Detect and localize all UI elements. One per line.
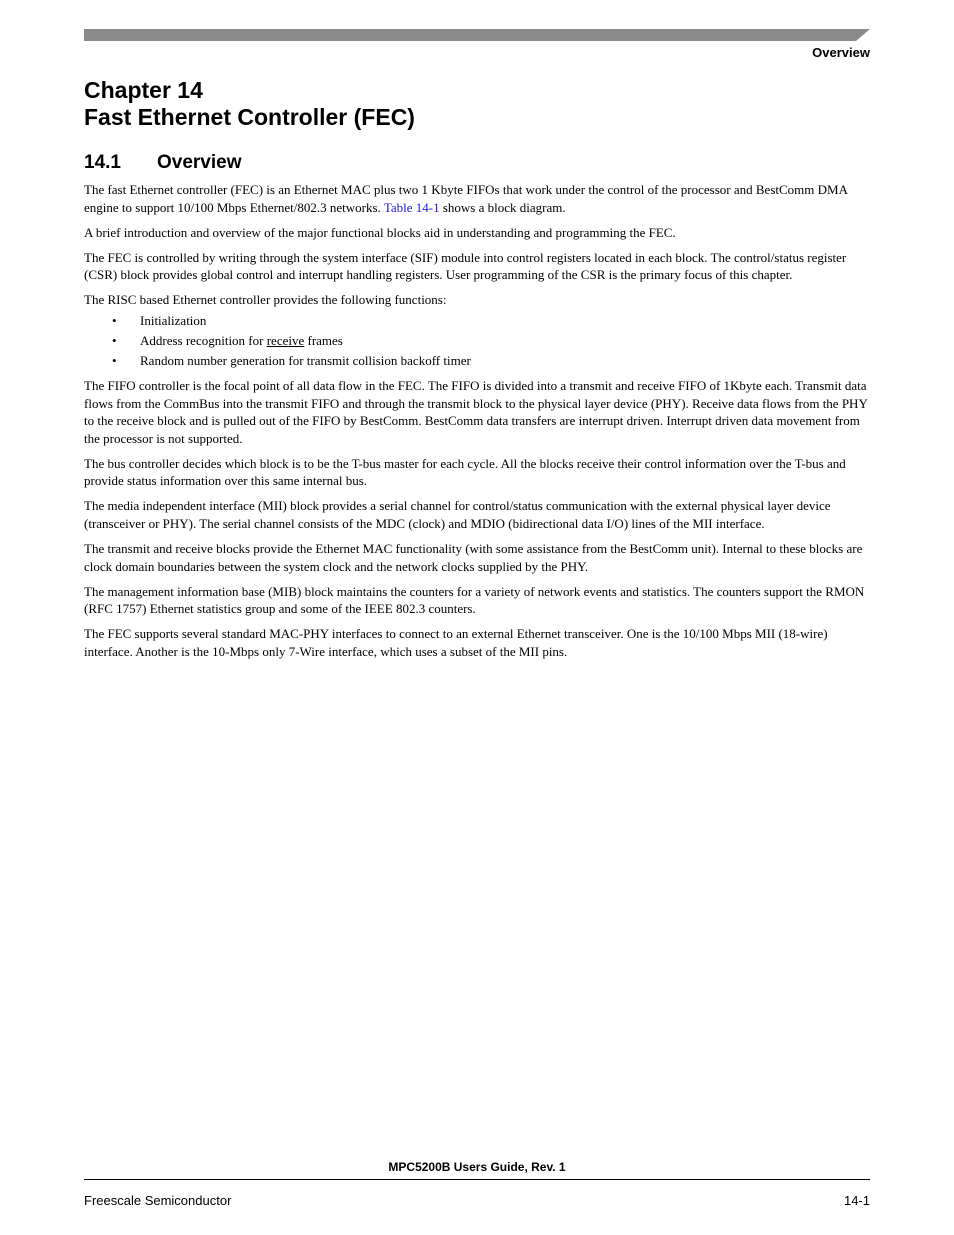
section-title: Overview [157,152,242,173]
section-number: 14.1 [84,152,121,173]
table-14-1-link[interactable]: Table 14-1 [383,199,440,215]
list-item: • Address recognition for receive frames [112,333,343,349]
bullet-icon: • [112,353,117,369]
section-heading [84,151,242,175]
chapter-title [84,77,415,131]
paragraph: The FEC is controlled by writing through the system interface (SIF) module into control registers located in each block. The control/status register (CSR) block provides global control and interrupt handling registers. User programming of the CSR is the primary focus of this chapter. [84,249,847,283]
paragraph: The media independent interface (MII) block provides a serial channel for control/status communication with the external physical layer device (transceiver or PHY). The serial channel consists of the MDC (clock) and MDIO (bidirectional data I/O) lines of the MII interface. [84,498,831,532]
list-item: • Random number generation for transmit collision backoff timer [112,353,471,369]
paragraph: The bus controller decides which block is to be the T-bus master for each cycle. All the blocks receive their control information over the T-bus and provide status information over this same internal bus. [84,455,846,489]
header-bar [84,29,870,41]
paragraph: A brief introduction and overview of the major functional blocks aid in understanding and programming the FEC. [84,224,676,240]
list-item: • Initialization [112,313,207,329]
footer-doc-title: MPC5200B Users Guide, Rev. 1 [388,1160,566,1174]
paragraph: The management information base (MIB) block maintains the counters for a variety of network events and statistics. The counters support the RMON (RFC 1757) Ethernet statistics group and some of the IEEE 802.3 counters. [84,583,865,617]
paragraph: The FIFO controller is the focal point of all data flow in the FEC. The FIFO is divided into a transmit and receive FIFO of 1Kbyte each. Transmit data flows from the CommBus into the transmit FIFO and through the transmit block to the physical layer device (PHY). Receive data flows from the PHY to the receive block and is pulled out of the FIFO by BestComm. BestComm data transfers are interrupt driven. Interrupt driven data movement from the processor is not supported. [84,378,868,446]
chapter-name: Fast Ethernet Controller (FEC) [84,104,415,130]
paragraph: The RISC based Ethernet controller provides the following functions: [84,292,447,308]
footer-company: Freescale Semiconductor [84,1193,232,1208]
footer-divider [84,1179,870,1180]
paragraph: The fast Ethernet controller (FEC) is an Ethernet MAC plus two 1 Kbyte FIFOs that work under the control of the processor and BestComm DMA engine to support 10/100 Mbps Ethernet/802.3 networks. Table 14-1 shows a block diagram. [84,182,848,215]
bullet-icon: • [112,333,117,349]
function-list [84,312,870,370]
chapter-number: Chapter 14 [84,77,203,103]
footer-page-number: 14-1 [843,1193,870,1208]
paragraph: The transmit and receive blocks provide the Ethernet MAC functionality (with some assistance from the BestComm unit). Internal to these blocks are clock domain boundaries between the system clock and the network clocks supplied by the PHY. [84,541,863,574]
bullet-icon: • [112,313,117,329]
body-text [84,181,870,668]
running-header: Overview [812,45,870,60]
paragraph: The FEC supports several standard MAC-PHY interfaces to connect to an external Ethernet transceiver. One is the 10/100 Mbps MII (18-wire) interface. Another is the 10-Mbps only 7-Wire interface, which uses a subset of the MII pins. [84,626,828,659]
